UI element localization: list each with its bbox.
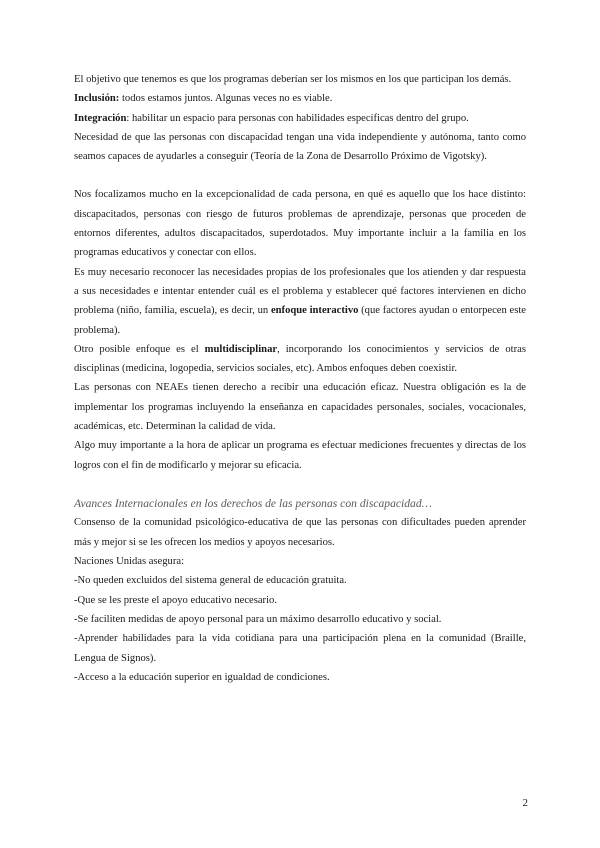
document-page [74, 70, 526, 687]
necesario-text: Es muy necesario reconocer las necesidades propias de los profesionales que los atienden y dar respuesta a sus necesidades e intentar entender cuál es el problema y establecer qué factores intervienen en dicho problema (niño, familia, escuela), es decir, un [74, 266, 526, 317]
naciones-paragraph: Naciones Unidas asegura: [74, 556, 185, 568]
list-item: -Que se les preste el apoyo educativo necesario. [74, 594, 277, 606]
focalizamos-paragraph: Nos focalizamos mucho en la excepcionalidad de cada persona, en qué es aquello que los hace distinto: discapacitados, personas con riesgo de futuros problemas de aprendizaje, personas que proceden de entornos diferentes, adultos discapacitados, superdotados. Muy importante incluir a la familia en los programas educativos y conectar con ellos. [74, 189, 526, 259]
consenso-paragraph: Consenso de la comunidad psicológico-educativa de que las personas con dificultades pueden aprender más y mejor si se les ofrecen los medios y apoyos necesarios. [74, 517, 526, 548]
mediciones-paragraph: Algo muy importante a la hora de aplicar un programa es efectuar mediciones frecuentes y directas de los logros con el fin de modificarlo y mejorar su eficacia. [74, 440, 526, 471]
otro-enfoque-text-after: , incorporando los conocimientos y servicios de otras disciplinas (medicina, logopedia, servicios sociales, etc). Ambos enfoques deben coexistir. [74, 343, 526, 375]
inclusion-text: todos estamos juntos. Algunas veces no es viable. [119, 93, 333, 105]
list-item: -Aprender habilidades para la vida cotidiana para una participación plena en la comunidad (Braille, Lengua de Signos). [74, 633, 526, 664]
list-item: -Acceso a la educación superior en igualdad de condiciones. [74, 671, 330, 683]
enfoque-interactivo-term: enfoque interactivo [270, 305, 359, 317]
list-item: -No queden excluidos del sistema general de educación gratuita. [74, 575, 347, 587]
necesidad-paragraph: Necesidad de que las personas con discapacidad tengan una vida independiente y autónoma, tanto como seamos capaces de ayudarles a conseguir (Teoría de la Zona de Desarrollo Próximo de Vigotsky). [74, 131, 526, 163]
neaes-paragraph: Las personas con NEAEs tienen derecho a recibir una educación eficaz. Nuestra obligación es la de implementar los programas incluyendo la enseñanza en capacidades personales, sociales, vocacionales, académicas, etc. Determinan la calidad de vida. [74, 382, 526, 433]
spacer [74, 166, 526, 185]
list-item: -Se faciliten medidas de apoyo personal para un máximo desarrollo educativo y social. [74, 613, 442, 625]
multidisciplinar-term: multidisciplinar [204, 343, 278, 355]
spacer [74, 475, 526, 494]
integracion-definition [74, 109, 526, 128]
page-number: 2 [522, 797, 528, 809]
necesario-paragraph [74, 263, 526, 340]
section-heading: Avances Internacionales en los derechos de las personas con discapacidad… [74, 496, 432, 510]
integracion-text: : habilitar un espacio para personas con habilidades específicas dentro del grupo. [126, 112, 469, 124]
otro-enfoque-paragraph [74, 340, 526, 379]
intro-paragraph: El objetivo que tenemos es que los programas deberían ser los mismos en los que participan los demás. [74, 74, 512, 85]
otro-enfoque-text: Otro posible enfoque es el [74, 343, 205, 355]
integracion-term: Integración [74, 112, 127, 124]
inclusion-definition [74, 89, 526, 108]
necesario-text-after: (que factores ayudan o entorpecen este problema). [74, 305, 526, 336]
inclusion-term: Inclusión: [74, 93, 120, 105]
